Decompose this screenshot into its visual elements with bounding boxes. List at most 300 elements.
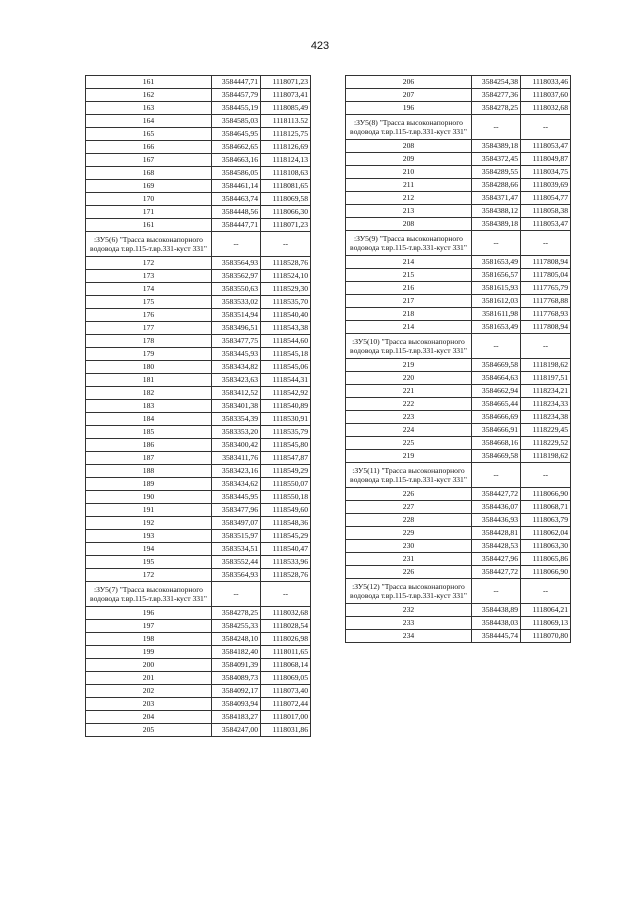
y-coordinate-cell: 1118071,23 xyxy=(261,76,311,89)
table-row xyxy=(346,321,571,334)
table-row xyxy=(346,604,571,617)
y-coordinate-cell: 1118108,63 xyxy=(261,167,311,180)
y-coordinate-cell: 1118072,44 xyxy=(261,698,311,711)
x-coordinate-cell: 3584255,33 xyxy=(212,620,261,633)
y-coordinate-cell: 1118066,30 xyxy=(261,206,311,219)
table-row xyxy=(86,556,311,569)
y-coordinate-cell: 1118113.52 xyxy=(261,115,311,128)
point-number-cell: 168 xyxy=(86,167,212,180)
x-coordinate-cell: 3584093,94 xyxy=(212,698,261,711)
point-number-cell: 204 xyxy=(86,711,212,724)
table-row xyxy=(346,89,571,102)
section-name-cell: :ЗУ5(7) "Трасса высоконапорного водовода т.вр.115-т.вр.331-куст 331" xyxy=(86,582,212,607)
table-row xyxy=(86,478,311,491)
table-row xyxy=(86,335,311,348)
point-number-cell: 214 xyxy=(346,321,472,334)
x-coordinate-cell: 3583400,42 xyxy=(212,439,261,452)
y-coordinate-cell: 1118545,18 xyxy=(261,348,311,361)
x-coordinate-cell: 3584247,00 xyxy=(212,724,261,737)
x-coordinate-cell: 3584372,45 xyxy=(472,153,521,166)
x-coordinate-cell: 3583564,93 xyxy=(212,257,261,270)
x-coordinate-cell: 3584436,93 xyxy=(472,514,521,527)
point-number-cell: 218 xyxy=(346,308,472,321)
point-number-cell: 184 xyxy=(86,413,212,426)
x-placeholder-cell: -- xyxy=(472,231,521,256)
table-row xyxy=(346,398,571,411)
table-row xyxy=(346,527,571,540)
point-number-cell: 182 xyxy=(86,387,212,400)
section-header-row xyxy=(346,463,571,488)
y-coordinate-cell: 1118054,77 xyxy=(521,192,571,205)
table-row xyxy=(86,102,311,115)
x-coordinate-cell: 3583477,96 xyxy=(212,504,261,517)
y-coordinate-cell: 1118548,36 xyxy=(261,517,311,530)
point-number-cell: 183 xyxy=(86,400,212,413)
table-row xyxy=(86,180,311,193)
y-coordinate-cell: 1118535,70 xyxy=(261,296,311,309)
point-number-cell: 217 xyxy=(346,295,472,308)
y-coordinate-cell: 1118545,29 xyxy=(261,530,311,543)
table-row xyxy=(346,553,571,566)
point-number-cell: 193 xyxy=(86,530,212,543)
x-coordinate-cell: 3583496,51 xyxy=(212,322,261,335)
x-coordinate-cell: 3583550,63 xyxy=(212,283,261,296)
point-number-cell: 167 xyxy=(86,154,212,167)
x-coordinate-cell: 3584448,56 xyxy=(212,206,261,219)
point-number-cell: 226 xyxy=(346,566,472,579)
table-row xyxy=(346,540,571,553)
y-coordinate-cell: 1118065,86 xyxy=(521,553,571,566)
x-coordinate-cell: 3584463,74 xyxy=(212,193,261,206)
y-coordinate-cell: 1118549,29 xyxy=(261,465,311,478)
table-row xyxy=(86,387,311,400)
y-coordinate-cell: 1118550,07 xyxy=(261,478,311,491)
x-coordinate-cell: 3584666,69 xyxy=(472,411,521,424)
table-row xyxy=(86,452,311,465)
point-number-cell: 208 xyxy=(346,218,472,231)
point-number-cell: 227 xyxy=(346,501,472,514)
y-coordinate-cell: 1117805,04 xyxy=(521,269,571,282)
point-number-cell: 187 xyxy=(86,452,212,465)
y-coordinate-cell: 1118034,75 xyxy=(521,166,571,179)
y-coordinate-cell: 1118069,13 xyxy=(521,617,571,630)
y-coordinate-cell: 1117808,94 xyxy=(521,321,571,334)
point-number-cell: 179 xyxy=(86,348,212,361)
point-number-cell: 198 xyxy=(86,633,212,646)
page-number: 423 xyxy=(310,40,330,52)
table-row xyxy=(86,530,311,543)
y-coordinate-cell: 1118535,79 xyxy=(261,426,311,439)
point-number-cell: 210 xyxy=(346,166,472,179)
x-coordinate-cell: 3584666,91 xyxy=(472,424,521,437)
table-row xyxy=(346,617,571,630)
point-number-cell: 180 xyxy=(86,361,212,374)
point-number-cell: 230 xyxy=(346,540,472,553)
y-coordinate-cell: 1118058,38 xyxy=(521,205,571,218)
x-coordinate-cell: 3583445,93 xyxy=(212,348,261,361)
y-coordinate-cell: 1118037,60 xyxy=(521,89,571,102)
table-row xyxy=(86,89,311,102)
x-coordinate-cell: 3583497,07 xyxy=(212,517,261,530)
point-number-cell: 163 xyxy=(86,102,212,115)
y-coordinate-cell: 1117768,93 xyxy=(521,308,571,321)
y-coordinate-cell: 1118068,14 xyxy=(261,659,311,672)
point-number-cell: 231 xyxy=(346,553,472,566)
table-row xyxy=(86,400,311,413)
x-coordinate-cell: 3584668,16 xyxy=(472,437,521,450)
table-row xyxy=(86,672,311,685)
x-coordinate-cell: 3584288,66 xyxy=(472,179,521,192)
x-coordinate-cell: 3583514,94 xyxy=(212,309,261,322)
section-header-row xyxy=(346,231,571,256)
y-coordinate-cell: 1118533,96 xyxy=(261,556,311,569)
x-placeholder-cell: -- xyxy=(472,579,521,604)
y-coordinate-cell: 1118528,76 xyxy=(261,569,311,582)
x-coordinate-cell: 3584289,55 xyxy=(472,166,521,179)
table-row xyxy=(346,205,571,218)
x-coordinate-cell: 3583515,97 xyxy=(212,530,261,543)
x-coordinate-cell: 3584254,38 xyxy=(472,76,521,89)
x-coordinate-cell: 3581653,49 xyxy=(472,256,521,269)
y-coordinate-cell: 1118545,80 xyxy=(261,439,311,452)
x-coordinate-cell: 3581615,93 xyxy=(472,282,521,295)
y-placeholder-cell: -- xyxy=(521,579,571,604)
point-number-cell: 221 xyxy=(346,385,472,398)
point-number-cell: 208 xyxy=(346,140,472,153)
point-number-cell: 164 xyxy=(86,115,212,128)
table-row xyxy=(86,270,311,283)
section-header-row xyxy=(346,115,571,140)
x-coordinate-cell: 3584461,14 xyxy=(212,180,261,193)
point-number-cell: 226 xyxy=(346,488,472,501)
point-number-cell: 186 xyxy=(86,439,212,452)
y-coordinate-cell: 1118032,68 xyxy=(521,102,571,115)
point-number-cell: 215 xyxy=(346,269,472,282)
table-row xyxy=(346,308,571,321)
table-row xyxy=(86,154,311,167)
point-number-cell: 200 xyxy=(86,659,212,672)
x-coordinate-cell: 3584436,07 xyxy=(472,501,521,514)
y-coordinate-cell: 1118026,98 xyxy=(261,633,311,646)
table-row xyxy=(346,450,571,463)
y-coordinate-cell: 1118529,30 xyxy=(261,283,311,296)
table-row xyxy=(346,501,571,514)
y-coordinate-cell: 1118234,21 xyxy=(521,385,571,398)
table-row xyxy=(86,219,311,232)
table-row xyxy=(346,192,571,205)
table-row xyxy=(86,646,311,659)
y-coordinate-cell: 1118063,79 xyxy=(521,514,571,527)
point-number-cell: 178 xyxy=(86,335,212,348)
y-coordinate-cell: 1118540,40 xyxy=(261,309,311,322)
x-coordinate-cell: 3584457,79 xyxy=(212,89,261,102)
x-coordinate-cell: 3583401,38 xyxy=(212,400,261,413)
x-coordinate-cell: 3584438,89 xyxy=(472,604,521,617)
x-placeholder-cell: -- xyxy=(472,463,521,488)
table-row xyxy=(86,413,311,426)
section-name-cell: :ЗУ5(6) "Трасса высоконапорного водовода т.вр.115-т.вр.331-куст 331" xyxy=(86,232,212,257)
table-row xyxy=(86,76,311,89)
y-coordinate-cell: 1118070,80 xyxy=(521,630,571,643)
section-name-cell: :ЗУ5(10) "Трасса высоконапорного водовода т.вр.115-т.вр.331-куст 331" xyxy=(346,334,472,359)
x-coordinate-cell: 3583434,62 xyxy=(212,478,261,491)
x-coordinate-cell: 3584278,25 xyxy=(472,102,521,115)
table-row xyxy=(86,517,311,530)
x-coordinate-cell: 3584663,16 xyxy=(212,154,261,167)
y-coordinate-cell: 1118071,23 xyxy=(261,219,311,232)
y-coordinate-cell: 1118053,47 xyxy=(521,140,571,153)
y-coordinate-cell: 1118039,69 xyxy=(521,179,571,192)
y-coordinate-cell: 1118528,76 xyxy=(261,257,311,270)
table-row xyxy=(86,543,311,556)
point-number-cell: 212 xyxy=(346,192,472,205)
x-coordinate-cell: 3583354,39 xyxy=(212,413,261,426)
point-number-cell: 169 xyxy=(86,180,212,193)
y-coordinate-cell: 1117768,88 xyxy=(521,295,571,308)
y-coordinate-cell: 1118066,90 xyxy=(521,488,571,501)
y-coordinate-cell: 1118053,47 xyxy=(521,218,571,231)
point-number-cell: 176 xyxy=(86,309,212,322)
table-row xyxy=(346,411,571,424)
x-coordinate-cell: 3584183,27 xyxy=(212,711,261,724)
section-header-row xyxy=(86,232,311,257)
y-coordinate-cell: 1118069,58 xyxy=(261,193,311,206)
point-number-cell: 185 xyxy=(86,426,212,439)
point-number-cell: 173 xyxy=(86,270,212,283)
x-coordinate-cell: 3584389,18 xyxy=(472,140,521,153)
y-coordinate-cell: 1118229,45 xyxy=(521,424,571,437)
x-coordinate-cell: 3583562,97 xyxy=(212,270,261,283)
table-row xyxy=(346,76,571,89)
y-coordinate-cell: 1118062,04 xyxy=(521,527,571,540)
y-coordinate-cell: 1118544,31 xyxy=(261,374,311,387)
point-number-cell: 207 xyxy=(346,89,472,102)
x-coordinate-cell: 3581611,98 xyxy=(472,308,521,321)
coordinates-table-left xyxy=(85,75,311,737)
table-row xyxy=(86,607,311,620)
y-coordinate-cell: 1118066,90 xyxy=(521,566,571,579)
table-row xyxy=(346,437,571,450)
point-number-cell: 224 xyxy=(346,424,472,437)
point-number-cell: 203 xyxy=(86,698,212,711)
point-number-cell: 192 xyxy=(86,517,212,530)
point-number-cell: 189 xyxy=(86,478,212,491)
y-coordinate-cell: 1118198,62 xyxy=(521,450,571,463)
section-name-cell: :ЗУ5(12) "Трасса высоконапорного водовода т.вр.115-т.вр.331-куст 331" xyxy=(346,579,472,604)
table-row xyxy=(86,257,311,270)
point-number-cell: 219 xyxy=(346,359,472,372)
y-coordinate-cell: 1118031,86 xyxy=(261,724,311,737)
x-coordinate-cell: 3583445,95 xyxy=(212,491,261,504)
x-coordinate-cell: 3584662,94 xyxy=(472,385,521,398)
x-placeholder-cell: -- xyxy=(212,582,261,607)
y-coordinate-cell: 1118540,47 xyxy=(261,543,311,556)
x-coordinate-cell: 3584427,72 xyxy=(472,488,521,501)
point-number-cell: 161 xyxy=(86,76,212,89)
y-coordinate-cell: 1118234,38 xyxy=(521,411,571,424)
x-placeholder-cell: -- xyxy=(472,334,521,359)
x-coordinate-cell: 3584427,96 xyxy=(472,553,521,566)
point-number-cell: 234 xyxy=(346,630,472,643)
point-number-cell: 162 xyxy=(86,89,212,102)
table-row xyxy=(86,569,311,582)
table-row xyxy=(86,633,311,646)
x-coordinate-cell: 3583353,20 xyxy=(212,426,261,439)
x-coordinate-cell: 3583477,75 xyxy=(212,335,261,348)
table-row xyxy=(86,206,311,219)
point-number-cell: 190 xyxy=(86,491,212,504)
y-coordinate-cell: 1118543,38 xyxy=(261,322,311,335)
point-number-cell: 206 xyxy=(346,76,472,89)
x-coordinate-cell: 3584428,81 xyxy=(472,527,521,540)
table-row xyxy=(86,309,311,322)
table-row xyxy=(86,322,311,335)
x-coordinate-cell: 3583564,93 xyxy=(212,569,261,582)
y-coordinate-cell: 1118547,87 xyxy=(261,452,311,465)
point-number-cell: 175 xyxy=(86,296,212,309)
x-coordinate-cell: 3583552,44 xyxy=(212,556,261,569)
point-number-cell: 205 xyxy=(86,724,212,737)
y-coordinate-cell: 1118542,92 xyxy=(261,387,311,400)
y-coordinate-cell: 1118064,21 xyxy=(521,604,571,617)
table-row xyxy=(346,179,571,192)
y-coordinate-cell: 1118063,30 xyxy=(521,540,571,553)
x-coordinate-cell: 3584427,72 xyxy=(472,566,521,579)
x-coordinate-cell: 3584182,40 xyxy=(212,646,261,659)
y-coordinate-cell: 1118073,40 xyxy=(261,685,311,698)
x-coordinate-cell: 3584664,63 xyxy=(472,372,521,385)
y-coordinate-cell: 1118125,75 xyxy=(261,128,311,141)
table-row xyxy=(86,141,311,154)
y-coordinate-cell: 1118549,60 xyxy=(261,504,311,517)
x-coordinate-cell: 3584669,58 xyxy=(472,450,521,463)
table-row xyxy=(86,698,311,711)
x-coordinate-cell: 3583423,63 xyxy=(212,374,261,387)
y-coordinate-cell: 1118017,00 xyxy=(261,711,311,724)
table-row xyxy=(86,374,311,387)
table-row xyxy=(86,659,311,672)
y-coordinate-cell: 1118069,05 xyxy=(261,672,311,685)
table-row xyxy=(346,282,571,295)
table-row xyxy=(346,385,571,398)
x-coordinate-cell: 3584645,95 xyxy=(212,128,261,141)
y-coordinate-cell: 1118229,52 xyxy=(521,437,571,450)
table-row xyxy=(346,256,571,269)
x-coordinate-cell: 3584585,03 xyxy=(212,115,261,128)
table-row xyxy=(346,295,571,308)
x-coordinate-cell: 3584277,36 xyxy=(472,89,521,102)
x-coordinate-cell: 3584447,71 xyxy=(212,76,261,89)
table-row xyxy=(346,269,571,282)
y-coordinate-cell: 1118068,71 xyxy=(521,501,571,514)
point-number-cell: 170 xyxy=(86,193,212,206)
y-placeholder-cell: -- xyxy=(521,463,571,488)
point-number-cell: 166 xyxy=(86,141,212,154)
section-header-row xyxy=(346,579,571,604)
x-coordinate-cell: 3584445,74 xyxy=(472,630,521,643)
table-row xyxy=(86,439,311,452)
y-coordinate-cell: 1118073,41 xyxy=(261,89,311,102)
x-coordinate-cell: 3583411,76 xyxy=(212,452,261,465)
y-coordinate-cell: 1118550,18 xyxy=(261,491,311,504)
y-placeholder-cell: -- xyxy=(261,582,311,607)
point-number-cell: 213 xyxy=(346,205,472,218)
table-row xyxy=(346,514,571,527)
point-number-cell: 232 xyxy=(346,604,472,617)
table-row xyxy=(346,218,571,231)
x-coordinate-cell: 3581656,57 xyxy=(472,269,521,282)
x-coordinate-cell: 3584586,05 xyxy=(212,167,261,180)
x-coordinate-cell: 3584455,19 xyxy=(212,102,261,115)
section-header-row xyxy=(346,334,571,359)
x-coordinate-cell: 3584388,12 xyxy=(472,205,521,218)
section-name-cell: :ЗУ5(11) "Трасса высоконапорного водовода т.вр.115-т.вр.331-куст 331" xyxy=(346,463,472,488)
x-coordinate-cell: 3584447,71 xyxy=(212,219,261,232)
point-number-cell: 177 xyxy=(86,322,212,335)
table-row xyxy=(86,504,311,517)
point-number-cell: 228 xyxy=(346,514,472,527)
x-coordinate-cell: 3584089,73 xyxy=(212,672,261,685)
x-coordinate-cell: 3583434,82 xyxy=(212,361,261,374)
x-coordinate-cell: 3581612,03 xyxy=(472,295,521,308)
x-coordinate-cell: 3584662,65 xyxy=(212,141,261,154)
point-number-cell: 181 xyxy=(86,374,212,387)
x-coordinate-cell: 3584248,10 xyxy=(212,633,261,646)
y-coordinate-cell: 1118033,46 xyxy=(521,76,571,89)
point-number-cell: 209 xyxy=(346,153,472,166)
section-name-cell: :ЗУ5(8) "Трасса высоконапорного водовода т.вр.115-т.вр.331-куст 331" xyxy=(346,115,472,140)
y-coordinate-cell: 1118524,10 xyxy=(261,270,311,283)
y-coordinate-cell: 1118028,54 xyxy=(261,620,311,633)
x-coordinate-cell: 3583412,52 xyxy=(212,387,261,400)
point-number-cell: 202 xyxy=(86,685,212,698)
point-number-cell: 229 xyxy=(346,527,472,540)
y-coordinate-cell: 1118085,49 xyxy=(261,102,311,115)
y-coordinate-cell: 1118124,13 xyxy=(261,154,311,167)
table-row xyxy=(86,296,311,309)
y-coordinate-cell: 1118011,65 xyxy=(261,646,311,659)
point-number-cell: 194 xyxy=(86,543,212,556)
y-coordinate-cell: 1118081,65 xyxy=(261,180,311,193)
point-number-cell: 171 xyxy=(86,206,212,219)
x-placeholder-cell: -- xyxy=(472,115,521,140)
x-coordinate-cell: 3584278,25 xyxy=(212,607,261,620)
table-row xyxy=(346,372,571,385)
x-coordinate-cell: 3584091,39 xyxy=(212,659,261,672)
table-row xyxy=(86,348,311,361)
table-row xyxy=(346,566,571,579)
table-row xyxy=(346,140,571,153)
x-placeholder-cell: -- xyxy=(212,232,261,257)
point-number-cell: 199 xyxy=(86,646,212,659)
y-placeholder-cell: -- xyxy=(261,232,311,257)
section-name-cell: :ЗУ5(9) "Трасса высоконапорного водовода т.вр.115-т.вр.331-куст 331" xyxy=(346,231,472,256)
table-row xyxy=(86,193,311,206)
y-coordinate-cell: 1118126,69 xyxy=(261,141,311,154)
point-number-cell: 225 xyxy=(346,437,472,450)
x-coordinate-cell: 3584092,17 xyxy=(212,685,261,698)
table-row xyxy=(86,685,311,698)
y-coordinate-cell: 1118197,51 xyxy=(521,372,571,385)
point-number-cell: 214 xyxy=(346,256,472,269)
point-number-cell: 172 xyxy=(86,257,212,270)
point-number-cell: 197 xyxy=(86,620,212,633)
table-row xyxy=(86,426,311,439)
section-header-row xyxy=(86,582,311,607)
point-number-cell: 188 xyxy=(86,465,212,478)
point-number-cell: 223 xyxy=(346,411,472,424)
table-row xyxy=(346,630,571,643)
